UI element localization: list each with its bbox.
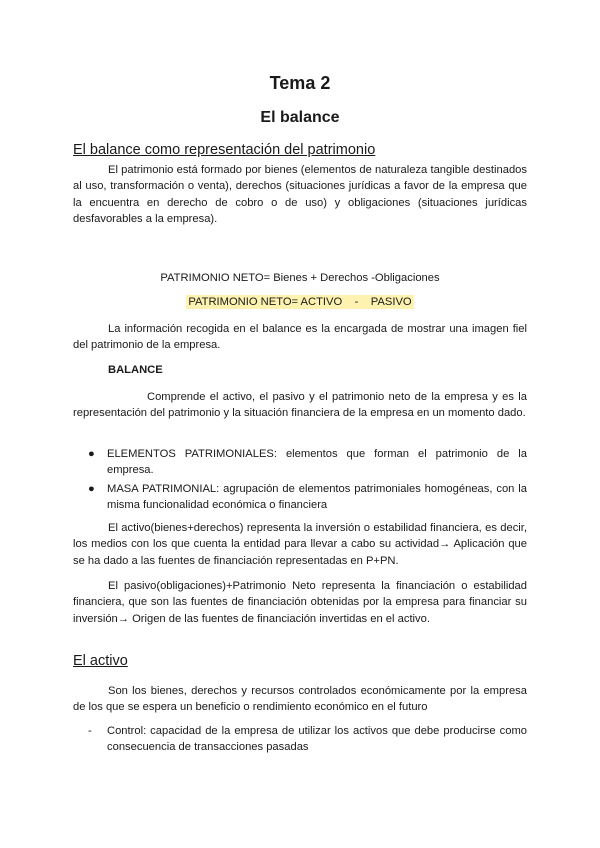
page-subtitle: El balance xyxy=(260,109,340,126)
paragraph-activo: El activo(bienes+derechos) representa la inversión o estabilidad financiera, es decir, los medios con los que cuenta la entidad para llevar a cabo su actividad→ Aplicación que se ha dado a las fuentes de financiación representadas en P+PN. xyxy=(73,522,527,567)
page-title: Tema 2 xyxy=(269,73,331,93)
highlighted-formula: PATRIMONIO NETO= ACTIVO - PASIVO xyxy=(188,296,412,308)
section-heading-activo: El activo xyxy=(73,653,128,669)
list-item xyxy=(73,481,527,514)
section-heading-balance: El balance como representación del patrimonio xyxy=(73,142,376,158)
dash-list-activo xyxy=(73,723,527,758)
bullet-icon: ● xyxy=(88,482,95,495)
paragraph-patrimonio: El patrimonio está formado por bienes (elementos de naturaleza tangible destinados al uso, transformación o venta), derechos (situaciones jurídicas a favor de la empresa que la encuentra en derecho de cobro o de uso) y obligaciones (situaciones jurídicas desfavorables a la empresa). xyxy=(73,164,527,225)
paragraph-balance-definition: Comprende el activo, el pasivo y el patrimonio neto de la empresa y es la representación del patrimonio y la situación financiera de la empresa en un momento dado. xyxy=(73,391,527,420)
formula-activo-pasivo xyxy=(0,296,600,308)
balance-label: BALANCE xyxy=(108,364,163,376)
paragraph-activo-definition: Son los bienes, derechos y recursos controlados económicamente por la empresa de los que se espera un beneficio o rendimiento económico en el futuro xyxy=(73,685,527,714)
bullet-list-elementos xyxy=(73,446,527,515)
paragraph-pasivo: El pasivo(obligaciones)+Patrimonio Neto representa la financiación o estabilidad financiera, que son las fuentes de financiación obtenidas por la empresa para financiar su inversión→ Origen de las fuentes de financiación invertidas en el activo. xyxy=(73,580,527,625)
list-item xyxy=(73,446,527,479)
list-item-text: Control: capacidad de la empresa de utilizar los activos que debe producirse como consecuencia de transacciones pasadas xyxy=(107,725,527,754)
formula-patrimonio-neto: PATRIMONIO NETO= Bienes + Derechos -Obligaciones xyxy=(160,272,440,284)
dash-icon: - xyxy=(88,725,92,737)
paragraph-informacion: La información recogida en el balance es la encargada de mostrar una imagen fiel del patrimonio de la empresa. xyxy=(73,323,527,352)
list-item-text: MASA PATRIMONIAL: agrupación de elementos patrimoniales homogéneas, con la misma funcionalidad económica o financiera xyxy=(107,482,527,511)
list-item xyxy=(73,723,527,756)
list-item-text: ELEMENTOS PATRIMONIALES: elementos que forman el patrimonio de la empresa. xyxy=(107,448,527,477)
bullet-icon: ● xyxy=(88,448,95,460)
